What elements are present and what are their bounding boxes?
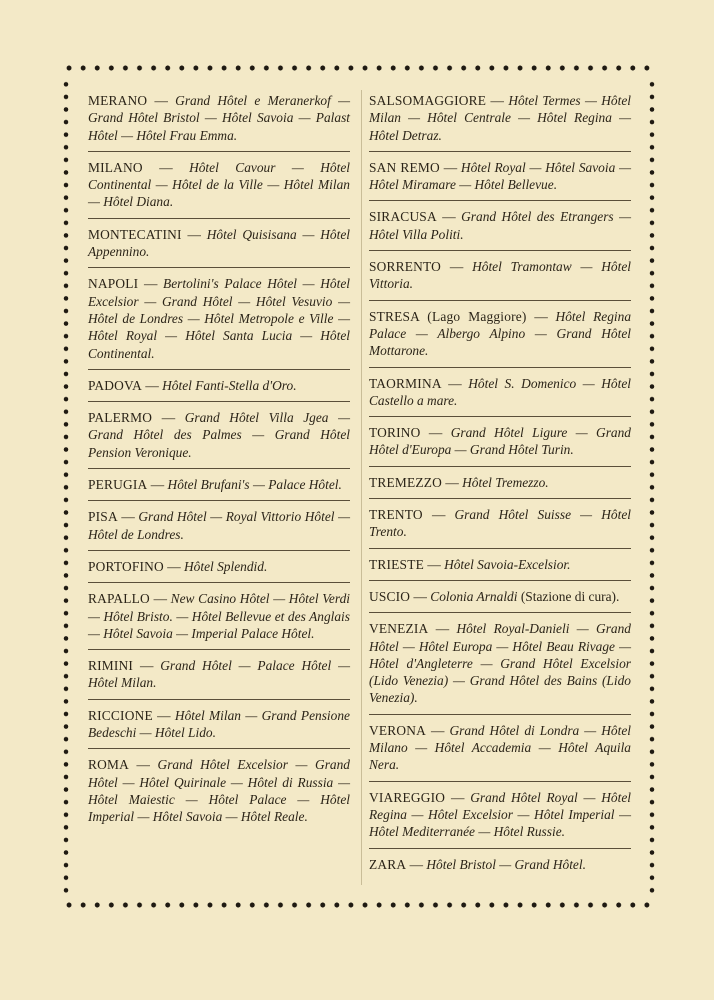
city-name: TRENTO [369,507,423,523]
hotel-names: Grand Hôtel — Palace Hôtel — Hôtel Milan. [88,658,350,691]
hotel-names: Hôtel S. Domenico — Hôtel Castello a mare. [369,375,632,408]
hotel-names: Hôtel Cavour — Hôtel Continental — Hôtel de la Ville — Hôtel Milan — Hôtel Diana. [88,159,350,210]
city-name: VERONA [369,722,426,738]
hotel-listing-entry: STRESA (Lago Maggiore) — Hôtel Regina Palace — Albergo Alpino — Grand Hôtel Mottarone. [369,304,631,367]
hotel-listing-entry: VENEZIA — Hôtel Royal-Danieli — Grand Hôtel — Hôtel Europa — Hôtel Beau Rivage — Hôtel d'Angleterre — Grand Hôtel Excelsior (Lido Venezia) — Grand Hôtel des Bains (Lido Venezia). [369,616,631,713]
hotel-listing-entry: SALSOMAGGIORE — Hôtel Termes — Hôtel Milan — Hôtel Centrale — Hôtel Regina — Hôtel Detraz. [369,93,631,143]
hotel-names: Hôtel Milan — Grand Pensione Bedeschi — Hôtel Lido. [88,707,350,741]
hotel-names: Hôtel Termes — Hôtel Milan — Hôtel Centrale — Hôtel Regina — Hôtel Detraz. [369,93,631,143]
city-name: ZARA [369,856,407,872]
hotel-names: Grand Hôtel Villa Jgea — Grand Hôtel des Palmes — Grand Hôtel Pension Veronique. [88,410,350,460]
city-name: PADOVA [88,377,143,393]
left-column [88,88,350,891]
hotel-names: Grand Hôtel — Royal Vittorio Hôtel — Hôtel de Londres. [88,509,350,542]
hotel-names: Hôtel Royal — Hôtel Savoia — Hôtel Miramare — Hôtel Bellevue. [369,159,631,193]
hotel-listing-entry: PISA — Grand Hôtel — Royal Vittorio Hôtel — Hôtel de Londres. [88,504,350,550]
hotel-listing-entry: PORTOFINO — Hôtel Splendid. [88,554,350,582]
city-name: USCIO [369,588,411,604]
hotel-listing-entry: RIMINI — Grand Hôtel — Palace Hôtel — Hôtel Milan. [88,653,350,699]
hotel-names: Bertolini's Palace Hôtel — Hôtel Excelsior — Grand Hôtel — Hôtel Vesuvio — Hôtel de Londres — Hôtel Metropole e Ville — Hôtel Royal — Hôtel Santa Lucia — Hôtel Continental. [88,276,351,361]
hotel-listing-entry: MILANO — Hôtel Cavour — Hôtel Continental — Hôtel de la Ville — Hôtel Milan — Hôtel Diana. [88,155,350,218]
hotel-listing-entry: PERUGIA — Hôtel Brufani's — Palace Hôtel. [88,472,350,500]
hotel-names: New Casino Hôtel — Hôtel Verdi — Hôtel Bristo. — Hôtel Bellevue et des Anglais — Hôtel Savoia — Imperial Palace Hôtel. [88,591,350,641]
hotel-names: Grand Hôtel Royal — Hôtel Regina — Hôtel Excelsior — Hôtel Imperial — Hôtel Mediterranée — Hôtel Russie. [369,789,631,840]
hotel-listing-entry: RICCIONE — Hôtel Milan — Grand Pensione Bedeschi — Hôtel Lido. [88,703,350,749]
city-name: PERUGIA [88,477,148,493]
hotel-names: Hôtel Savoia-Excelsior. [444,556,571,572]
bottom-dotted-border [62,901,656,909]
city-name: PISA [88,509,118,525]
hotel-names: Grand Hôtel Suisse — Hôtel Trento. [369,507,631,540]
hotel-listing-entry: PALERMO — Grand Hôtel Villa Jgea — Grand Hôtel des Palmes — Grand Hôtel Pension Veronique. [88,405,350,468]
hotel-listing-entry: NAPOLI — Bertolini's Palace Hôtel — Hôtel Excelsior — Grand Hôtel — Hôtel Vesuvio — Hôtel de Londres — Hôtel Metropole e Ville — Hôtel Royal — Hôtel Santa Lucia — Hôtel Continental. [88,271,350,368]
hotel-listing-entry: SAN REMO — Hôtel Royal — Hôtel Savoia — Hôtel Miramare — Hôtel Bellevue. [369,155,631,201]
hotel-names: Hôtel Regina Palace — Albergo Alpino — Grand Hôtel Mottarone. [369,308,632,359]
hotel-listing-entry: ROMA — Grand Hôtel Excelsior — Grand Hôtel — Hôtel Quirinale — Hôtel di Russia — Hôtel Maiestic — Hôtel Palace — Hôtel Imperial — Hôtel Savoia — Hôtel Reale. [88,752,350,832]
hotel-names: Hôtel Tramontaw — Hôtel Vittoria. [369,259,631,292]
hotel-names: Hôtel Quisisana — Hôtel Appennino. [88,226,350,260]
hotel-listing-entry: VIAREGGIO — Grand Hôtel Royal — Hôtel Regina — Hôtel Excelsior — Hôtel Imperial — Hôtel Mediterranée — Hôtel Russie. [369,785,631,848]
hotel-listing-entry: TORINO — Grand Hôtel Ligure — Grand Hôtel d'Europa — Grand Hôtel Turin. [369,420,631,466]
city-name: TORINO [369,425,421,441]
hotel-names: Grand Hôtel e Meranerkof — Grand Hôtel Bristol — Hôtel Savoia — Palast Hôtel — Hôtel Frau Emma. [88,93,350,143]
city-name: RAPALLO [88,591,150,607]
hotel-listing-entry: MONTECATINI — Hôtel Quisisana — Hôtel Appennino. [88,222,350,268]
hotel-listing-entry: SIRACUSA — Grand Hôtel des Etrangers — Hôtel Villa Politi. [369,204,631,250]
hotel-listing-entry: TRIESTE — Hôtel Savoia-Excelsior. [369,552,631,580]
city-name: MILANO [88,159,143,175]
city-name: SALSOMAGGIORE [369,93,487,108]
hotel-names: Hôtel Royal-Danieli — Grand Hôtel — Hôtel Europa — Hôtel Beau Rivage — Hôtel d'Angleterre — Grand Hôtel Excelsior (Lido Venezia) — Grand Hôtel des Bains (Lido Venezia). [369,621,631,706]
city-name: RIMINI [88,658,134,674]
hotel-listing-entry: MERANO — Grand Hôtel e Meranerkof — Grand Hôtel Bristol — Hôtel Savoia — Palast Hôtel — Hôtel Frau Emma. [88,93,350,143]
hotel-names: Grand Hôtel di Londra — Hôtel Milano — Hôtel Accademia — Hôtel Aquila Nera. [369,722,631,773]
hotel-listing-entry: TRENTO — Grand Hôtel Suisse — Hôtel Trento. [369,502,631,548]
city-name: VIAREGGIO [369,789,446,805]
right-dotted-border [648,78,656,895]
hotel-names: Hôtel Bristol — Grand Hôtel. [426,856,586,872]
city-name: NAPOLI [88,276,139,292]
city-name: STRESA (Lago Maggiore) [369,308,527,324]
hotel-listing-entry: TREMEZZO — Hôtel Tremezzo. [369,470,631,498]
city-name: TRIESTE [369,556,424,572]
hotel-listing-entry: USCIO — Colonia Arnaldi (Stazione di cura). [369,584,631,612]
hotel-listing-entry: VERONA — Grand Hôtel di Londra — Hôtel Milano — Hôtel Accademia — Hôtel Aquila Nera. [369,718,631,781]
hotel-names: Grand Hôtel des Etrangers — Hôtel Villa Politi. [369,209,631,242]
city-name: PALERMO [88,410,153,426]
decorative-dotted-frame [62,64,656,909]
city-name: TREMEZZO [369,474,443,490]
hotel-names: Grand Hôtel Excelsior — Grand Hôtel — Hôtel Quirinale — Hôtel di Russia — Hôtel Maiestic — Hôtel Palace — Hôtel Imperial — Hôtel Savoia — Hôtel Reale. [88,757,350,825]
right-column [369,88,631,891]
hotel-listing-entry: ZARA — Hôtel Bristol — Grand Hôtel. [369,852,631,880]
hotel-names: Hôtel Brufani's — Palace Hôtel. [167,477,342,493]
hotel-note: (Stazione di cura). [520,588,620,604]
hotel-listing-entry: TAORMINA — Hôtel S. Domenico — Hôtel Castello a mare. [369,371,631,417]
city-name: MONTECATINI [88,226,182,242]
city-name: MERANO [88,93,148,108]
city-name: ROMA [88,757,129,773]
city-name: SAN REMO [369,159,440,175]
column-divider [361,90,362,885]
hotel-listing-entry: SORRENTO — Hôtel Tramontaw — Hôtel Vittoria. [369,254,631,300]
city-name: PORTOFINO [88,558,164,574]
top-dotted-border [62,64,656,72]
hotel-names: Hôtel Fanti-Stella d'Oro. [162,377,297,393]
city-name: RICCIONE [88,707,153,723]
hotel-listing-entry: PADOVA — Hôtel Fanti-Stella d'Oro. [88,373,350,401]
hotel-names: Hôtel Tremezzo. [462,474,549,490]
hotel-names: Colonia Arnaldi [430,588,518,604]
hotel-listing-entry: RAPALLO — New Casino Hôtel — Hôtel Verdi — Hôtel Bristo. — Hôtel Bellevue et des Anglais — Hôtel Savoia — Imperial Palace Hôtel. [88,586,350,649]
city-name: VENEZIA [369,621,429,637]
city-name: SORRENTO [369,259,442,275]
hotel-names: Hôtel Splendid. [184,558,268,574]
city-name: SIRACUSA [369,209,437,225]
hotel-names: Grand Hôtel Ligure — Grand Hôtel d'Europa — Grand Hôtel Turin. [369,425,631,458]
city-name: TAORMINA [369,375,442,391]
left-dotted-border [62,78,70,895]
